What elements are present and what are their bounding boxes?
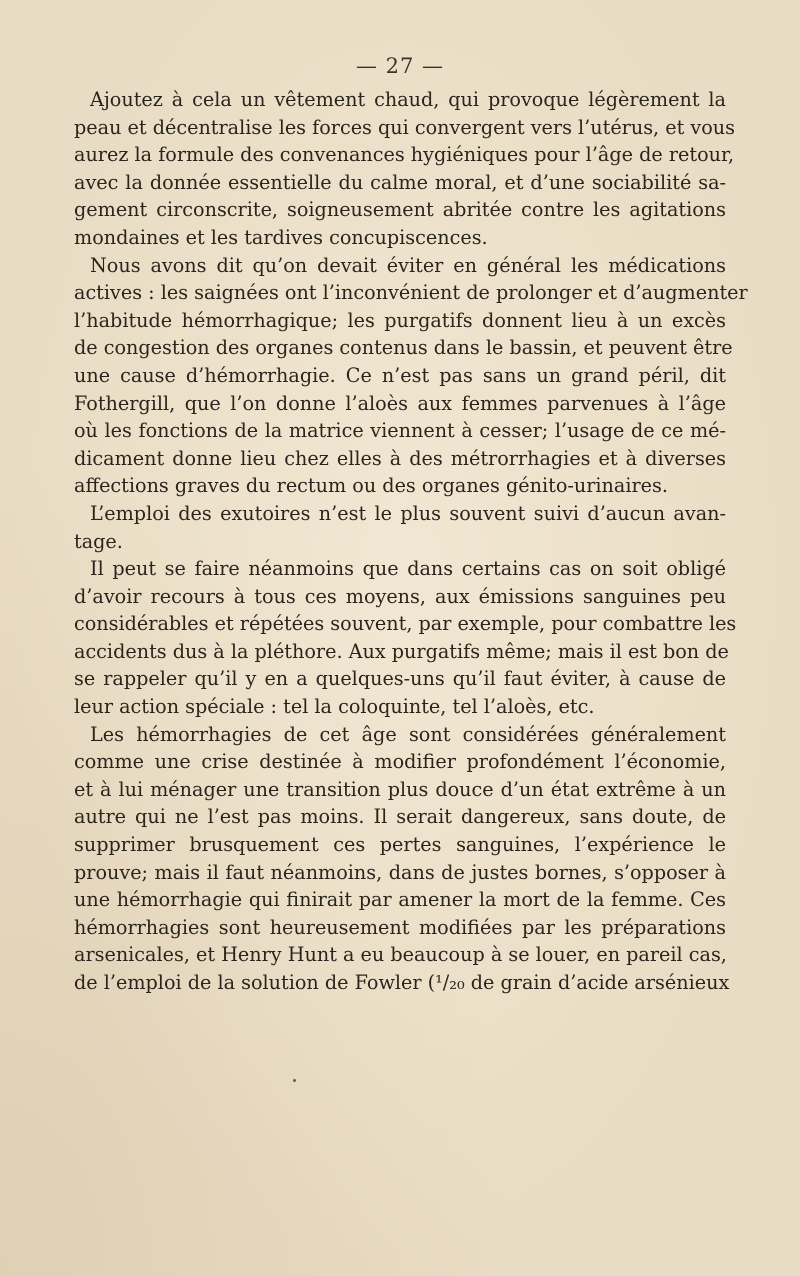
text-line: Il peut se faire néanmoins que dans certains cas on soit obligé <box>90 557 726 581</box>
text-line: et à lui ménager une transition plus douce d’un état extrême à un <box>74 777 726 801</box>
text-line: affections graves du rectum ou des organes génito-urinaires. <box>74 474 668 498</box>
text-line: hémorrhagies sont heureusement modifiées par les préparations <box>74 915 726 939</box>
text-line: L’emploi des exutoires n’est le plus souvent suivi d’aucun avan- <box>90 501 726 525</box>
text-line: une cause d’hémorrhagie. Ce n’est pas sans un grand péril, dit <box>74 363 726 387</box>
text-line: arsenicales, et Henry Hunt a eu beaucoup à se louer, en pareil cas, <box>74 943 727 967</box>
text-line: Nous avons dit qu’on devait éviter en général les médications <box>90 253 726 277</box>
text-line: se rappeler qu’il y en a quelques-uns qu’il faut éviter, à cause de <box>74 667 726 691</box>
text-line: de l’emploi de la solution de Fowler (¹/₂₀ de grain d’acide arsénieux <box>74 971 730 994</box>
text-line: actives : les saignées ont l’inconvénient de prolonger et d’augmenter <box>74 281 748 305</box>
text-line: avec la donnée essentielle du calme moral, et d’une sociabilité sa- <box>74 170 726 194</box>
body-text <box>74 86 748 997</box>
text-line: Les hémorrhagies de cet âge sont considérées généralement <box>90 722 726 746</box>
text-line: une hémorrhagie qui finirait par amener la mort de la femme. Ces <box>74 888 726 912</box>
text-line: dicament donne lieu chez elles à des métrorrhagies et à diverses <box>74 446 726 470</box>
text-line: gement circonscrite, soigneusement abritée contre les agitations <box>74 198 726 222</box>
text-line: où les fonctions de la matrice viennent à cesser; l’usage de ce mé- <box>74 419 726 443</box>
text-line: Fothergill, que l’on donne l’aloès aux femmes parvenues à l’âge <box>74 391 726 415</box>
text-line: Ajoutez à cela un vêtement chaud, qui provoque légèrement la <box>90 88 726 111</box>
text-line: considérables et répétées souvent, par exemple, pour combattre les <box>74 612 737 636</box>
text-line: leur action spéciale : tel la coloquinte, tel l’aloès, etc. <box>74 695 595 719</box>
text-line: prouve; mais il faut néanmoins, dans de justes bornes, s’opposer à <box>74 860 726 884</box>
text-line: peau et décentralise les forces qui convergent vers l’utérus, et vous <box>74 115 736 139</box>
text-line: supprimer brusquement ces pertes sanguines, l’expérience le <box>74 833 726 857</box>
ink-speck <box>293 1079 296 1082</box>
text-line: aurez la formule des convenances hygiéniques pour l’âge de retour, <box>74 143 735 167</box>
text-line: l’habitude hémorrhagique; les purgatifs donnent lieu à un excès <box>74 308 726 332</box>
text-line: d’avoir recours à tous ces moyens, aux émissions sanguines peu <box>74 584 726 608</box>
text-line: comme une crise destinée à modifier profondément l’économie, <box>74 750 726 774</box>
page-number: — 27 — <box>355 54 445 78</box>
text-line: de congestion des organes contenus dans le bassin, et peuvent être <box>74 336 733 360</box>
text-line: accidents dus à la pléthore. Aux purgatifs même; mais il est bon de <box>74 639 729 663</box>
text-line: autre qui ne l’est pas moins. Il serait dangereux, sans doute, de <box>74 805 726 829</box>
text-line: tage. <box>74 529 123 553</box>
text-line: mondaines et les tardives concupiscences. <box>74 225 488 249</box>
